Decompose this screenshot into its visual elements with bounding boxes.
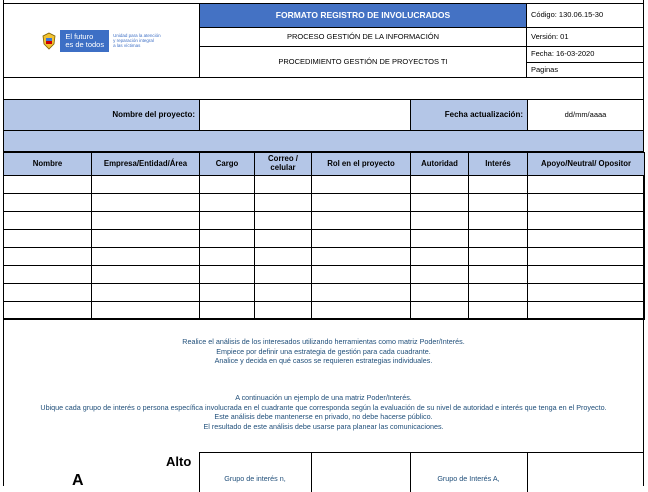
table-cell[interactable] — [254, 193, 312, 212]
instruction-line: Analice y decida en qué casos se requieren estrategias individuales. — [214, 356, 433, 365]
logo-cell — [3, 3, 199, 78]
table-cell[interactable] — [311, 211, 411, 230]
process-name: PROCESO GESTIÓN DE LA INFORMACIÓN — [199, 27, 527, 46]
instruction-line: A continuación un ejemplo de una matriz Poder/Interés. — [235, 393, 412, 402]
logo-line-1: El futuro — [65, 31, 94, 41]
table-cell[interactable] — [91, 247, 200, 266]
table-cell[interactable] — [410, 247, 469, 266]
instruction-line: Realice el análisis de los interesados utilizando herramientas como matriz Poder/Interés. — [182, 337, 465, 346]
table-cell[interactable] — [199, 211, 255, 230]
table-cell[interactable] — [199, 283, 255, 302]
instructions-area — [3, 318, 644, 319]
instruction-line: Ubique cada grupo de interés o persona específica involucrada en el cuadrante que corresponda según la evaluación de su nivel de autoridad e interés que tenga en el Proyecto. — [40, 402, 607, 412]
table-cell[interactable] — [254, 175, 312, 194]
table-cell[interactable] — [254, 211, 312, 230]
table-cell[interactable] — [468, 193, 528, 212]
table-cell[interactable] — [254, 247, 312, 266]
table-cell[interactable] — [527, 265, 645, 284]
column-header: Nombre — [3, 152, 92, 176]
table-cell[interactable] — [527, 193, 645, 212]
project-name-label: Nombre del proyecto: — [3, 100, 200, 131]
table-cell[interactable] — [199, 193, 255, 212]
table-cell[interactable] — [199, 229, 255, 248]
logo-sub-3: a las víctimas — [113, 43, 141, 49]
date-cell: Fecha: 16-03-2020 — [527, 46, 644, 62]
table-cell[interactable] — [91, 283, 200, 302]
table-cell[interactable] — [3, 229, 92, 248]
table-cell[interactable] — [311, 193, 411, 212]
table-cell[interactable] — [3, 211, 92, 230]
instructions-paragraph-1 — [4, 337, 643, 366]
table-cell[interactable] — [527, 229, 645, 248]
column-header: Empresa/Entidad/Área — [91, 152, 200, 176]
table-cell[interactable] — [410, 193, 469, 212]
matrix-quadrant-label: Grupo de interés n, — [224, 474, 286, 483]
table-cell[interactable] — [254, 229, 312, 248]
project-name-input[interactable] — [199, 100, 411, 131]
table-cell[interactable] — [527, 175, 645, 194]
table-cell[interactable] — [3, 193, 92, 212]
matrix-divider — [527, 452, 528, 492]
instruction-line: Este análisis debe mantenerse en privado, no debe hacerse público. — [214, 412, 433, 421]
separator-band — [3, 131, 644, 152]
table-cell[interactable] — [468, 229, 528, 248]
matrix-axis-letter: A — [72, 472, 84, 489]
version-cell: Versión: 01 — [527, 27, 644, 46]
table-cell[interactable] — [527, 211, 645, 230]
column-header: Rol en el proyecto — [311, 152, 411, 176]
table-cell[interactable] — [527, 247, 645, 266]
matrix-divider — [410, 452, 411, 492]
instructions-paragraph-2 — [4, 393, 643, 431]
logo-line-2: es de todos — [65, 39, 105, 49]
code-cell: Código: 130.06.15-30 — [527, 3, 644, 27]
table-cell[interactable] — [91, 265, 200, 284]
table-cell[interactable] — [468, 283, 528, 302]
logo-brand-box — [60, 30, 109, 52]
power-interest-matrix — [199, 452, 644, 492]
table-cell[interactable] — [3, 175, 92, 194]
column-header: Autoridad — [410, 152, 469, 176]
table-cell[interactable] — [3, 283, 92, 302]
table-cell[interactable] — [254, 283, 312, 302]
table-cell[interactable] — [3, 247, 92, 266]
pages-cell: Paginas — [527, 62, 644, 78]
table-cell[interactable] — [410, 283, 469, 302]
instruction-line: El resultado de este análisis debe usarse para planear las comunicaciones. — [203, 421, 444, 431]
table-cell[interactable] — [311, 175, 411, 194]
table-cell[interactable] — [254, 265, 312, 284]
matrix-divider — [311, 452, 312, 492]
instruction-line: Empiece por definir una estrategia de gestión para cada cuadrante. — [216, 346, 431, 356]
column-header: Cargo — [199, 152, 255, 176]
table-cell[interactable] — [91, 211, 200, 230]
table-cell[interactable] — [468, 265, 528, 284]
table-cell[interactable] — [468, 247, 528, 266]
procedure-name: PROCEDIMIENTO GESTIÓN DE PROYECTOS TI — [199, 46, 527, 78]
spacer-row-1 — [3, 78, 644, 100]
column-header: Correo / celular — [254, 152, 312, 176]
logo — [42, 30, 160, 52]
logo-sub-2: y reparación integral — [113, 37, 154, 43]
logo-unit-text — [113, 33, 161, 49]
table-cell[interactable] — [199, 265, 255, 284]
update-date-input[interactable]: dd/mm/aaaa — [527, 100, 644, 131]
column-header: Apoyo/Neutral/ Opositor — [527, 152, 645, 176]
table-cell[interactable] — [410, 229, 469, 248]
table-cell[interactable] — [410, 211, 469, 230]
table-cell[interactable] — [410, 265, 469, 284]
table-cell[interactable] — [91, 175, 200, 194]
update-date-label: Fecha actualización: — [410, 100, 528, 131]
table-cell[interactable] — [199, 175, 255, 194]
matrix-quadrant-label: Grupo de Interés A, — [437, 474, 500, 483]
table-cell[interactable] — [199, 247, 255, 266]
table-cell[interactable] — [410, 175, 469, 194]
table-cell[interactable] — [3, 265, 92, 284]
logo-sub-1: Unidad para la atención — [113, 32, 161, 38]
colombia-shield-icon — [42, 32, 56, 50]
table-cell[interactable] — [527, 283, 645, 302]
column-header: Interés — [468, 152, 528, 176]
table-cell[interactable] — [311, 283, 411, 302]
matrix-alto-label: Alto — [166, 454, 192, 469]
table-cell[interactable] — [311, 229, 411, 248]
format-title: FORMATO REGISTRO DE INVOLUCRADOS — [199, 3, 527, 27]
table-cell[interactable] — [468, 211, 528, 230]
table-cell[interactable] — [91, 229, 200, 248]
table-cell[interactable] — [311, 265, 411, 284]
table-cell[interactable] — [91, 193, 200, 212]
table-cell[interactable] — [311, 247, 411, 266]
table-cell[interactable] — [468, 175, 528, 194]
